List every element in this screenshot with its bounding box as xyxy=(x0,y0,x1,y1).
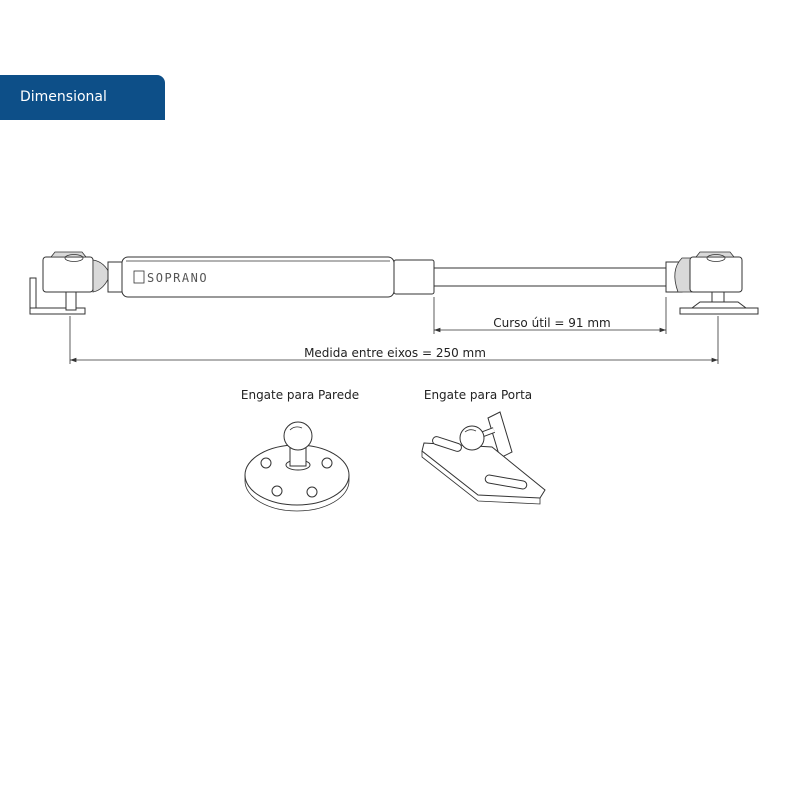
gas-spring xyxy=(30,252,758,314)
door-fitting xyxy=(422,388,545,504)
door-fitting-label: Engate para Porta xyxy=(423,388,533,402)
right-end-fitting xyxy=(666,252,758,314)
dimension-axes xyxy=(70,316,718,364)
axes-dimension-label: Medida entre eixos = 250 mm xyxy=(304,346,486,360)
left-end-fitting xyxy=(30,252,122,314)
dimension-stroke xyxy=(434,297,666,334)
wall-fitting xyxy=(241,388,359,511)
cylinder-body xyxy=(122,257,434,297)
wall-fitting-label: Engate para Parede xyxy=(240,388,360,402)
stroke-dimension-label: Curso útil = 91 mm xyxy=(493,316,611,330)
section-tab-label: Dimensional xyxy=(20,89,107,105)
piston-rod xyxy=(434,268,669,286)
brand-label: SOPRANO xyxy=(147,271,209,285)
